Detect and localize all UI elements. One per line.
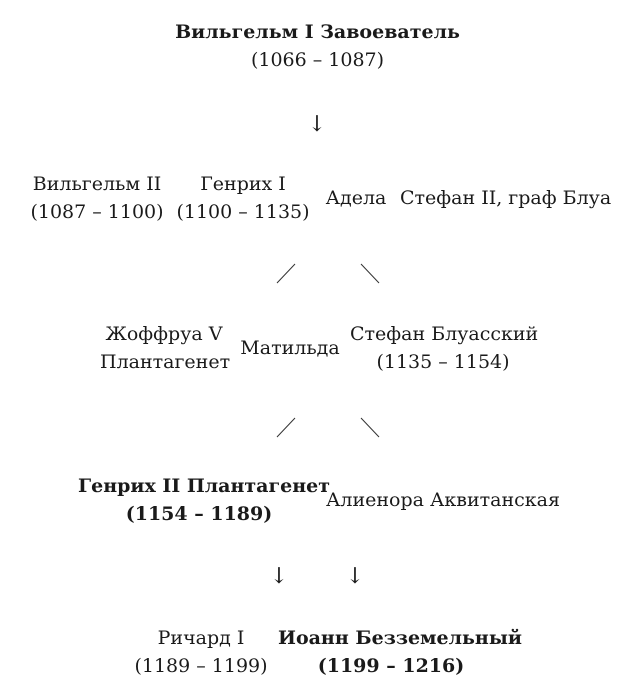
matilda-name: Матильда	[240, 337, 340, 359]
richard1-name: Ричард I	[157, 627, 245, 649]
henry2-node	[78, 472, 330, 528]
geoffrey-name-line2: Плантагенет	[100, 351, 231, 373]
henry1-name: Генрих I	[200, 173, 286, 195]
stephen-blois-years: (1135 – 1154)	[376, 351, 510, 373]
eleanor-node	[326, 486, 560, 514]
stephen-blois-name: Стефан Блуасский	[350, 323, 539, 345]
eleanor-name: Алиенора Аквитанская	[326, 489, 560, 511]
henry1-years: (1100 – 1135)	[176, 201, 310, 223]
adela-name: Адела	[325, 187, 387, 209]
william2-name: Вильгельм II	[32, 173, 162, 195]
connector-right-2	[361, 418, 379, 437]
down-arrow-3: ↓	[345, 564, 365, 589]
john-years: (1199 – 1216)	[317, 655, 465, 677]
geoffrey-name-line1: Жоффруа V	[105, 323, 223, 345]
john-name: Иоанн Безземельный	[278, 627, 522, 649]
connector-right-1	[361, 264, 379, 283]
matilda-node	[238, 334, 342, 362]
geoffrey-node	[100, 320, 231, 376]
down-arrow-2: ↓	[269, 564, 289, 589]
stephen2-name: Стефан II, граф Блуа	[400, 187, 612, 209]
connector-left-2	[277, 418, 295, 437]
down-arrow-1: ↓	[307, 112, 327, 137]
stephen-blois-node	[350, 320, 539, 376]
john-node	[278, 624, 522, 680]
connector-left-1	[277, 264, 295, 283]
henry2-years: (1154 – 1189)	[125, 503, 273, 525]
william1-years: (1066 – 1087)	[250, 49, 385, 71]
richard1-years: (1189 – 1199)	[134, 655, 268, 677]
henry2-name: Генрих II Плантагенет	[78, 475, 330, 497]
william1-name: Вильгельм I Завоеватель	[175, 21, 460, 43]
richard1-node	[130, 624, 272, 680]
william2-years: (1087 – 1100)	[30, 201, 164, 223]
